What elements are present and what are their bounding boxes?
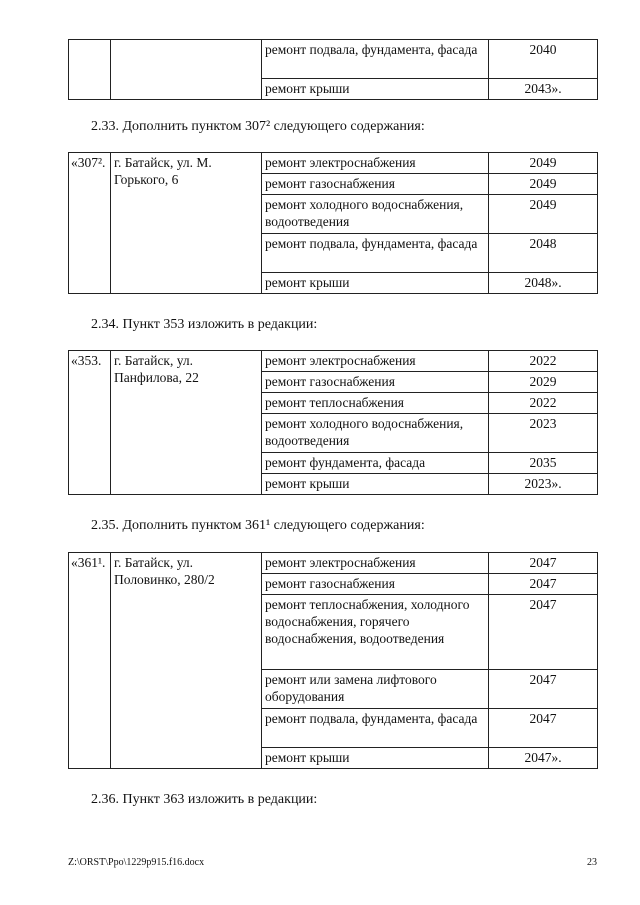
year-cell: 2047 xyxy=(489,574,598,595)
work-cell: ремонт подвала, фундамента, фасада xyxy=(262,40,489,79)
work-cell: ремонт крыши xyxy=(262,273,489,294)
year-cell: 2022 xyxy=(489,393,598,414)
work-cell: ремонт газоснабжения xyxy=(262,372,489,393)
address-cell: г. Батайск, ул. Половинко, 280/2 xyxy=(111,553,262,769)
year-cell: 2048 xyxy=(489,234,598,273)
table-row xyxy=(69,40,598,79)
table-continuation xyxy=(68,39,598,100)
paragraph-2-36: 2.36. Пункт 363 изложить в редакции: xyxy=(91,792,318,807)
work-cell: ремонт электроснабжения xyxy=(262,153,489,174)
year-cell: 2043». xyxy=(489,79,598,100)
year-cell: 2047 xyxy=(489,709,598,748)
footer-page-number: 23 xyxy=(587,857,597,868)
address-cell: г. Батайск, ул. Панфилова, 22 xyxy=(111,351,262,495)
work-cell: ремонт крыши xyxy=(262,79,489,100)
work-cell: ремонт подвала, фундамента, фасада xyxy=(262,234,489,273)
year-cell: 2022 xyxy=(489,351,598,372)
paragraph-2-35: 2.35. Дополнить пунктом 361¹ следующего содержания: xyxy=(91,518,425,533)
table-row xyxy=(69,153,598,174)
work-cell: ремонт фундамента, фасада xyxy=(262,453,489,474)
year-cell: 2047 xyxy=(489,595,598,670)
item-number-cell xyxy=(69,40,111,100)
item-number-cell: «361¹. xyxy=(69,553,111,769)
year-cell: 2029 xyxy=(489,372,598,393)
work-cell: ремонт крыши xyxy=(262,474,489,495)
paragraph-2-33: 2.33. Дополнить пунктом 307² следующего содержания: xyxy=(91,119,425,134)
item-number-cell: «353. xyxy=(69,351,111,495)
work-cell: ремонт газоснабжения xyxy=(262,574,489,595)
year-cell: 2048». xyxy=(489,273,598,294)
paragraph-2-34: 2.34. Пункт 353 изложить в редакции: xyxy=(91,317,318,332)
work-cell: ремонт крыши xyxy=(262,748,489,769)
work-cell: ремонт холодного водоснабжения, водоотведения xyxy=(262,195,489,234)
footer-file-path: Z:\ORST\Ppo\1229p915.f16.docx xyxy=(68,857,205,868)
work-cell: ремонт подвала, фундамента, фасада xyxy=(262,709,489,748)
work-cell: ремонт электроснабжения xyxy=(262,553,489,574)
address-cell: г. Батайск, ул. М. Горького, 6 xyxy=(111,153,262,294)
table-row xyxy=(69,553,598,574)
year-cell: 2047 xyxy=(489,553,598,574)
table-row xyxy=(69,351,598,372)
year-cell: 2047 xyxy=(489,670,598,709)
year-cell: 2049 xyxy=(489,153,598,174)
year-cell: 2023 xyxy=(489,414,598,453)
table-item-307-2 xyxy=(68,152,598,294)
work-cell: ремонт теплоснабжения xyxy=(262,393,489,414)
table-item-361-1 xyxy=(68,552,598,769)
work-cell: ремонт холодного водоснабжения, водоотведения xyxy=(262,414,489,453)
year-cell: 2049 xyxy=(489,174,598,195)
year-cell: 2049 xyxy=(489,195,598,234)
address-cell xyxy=(111,40,262,100)
work-cell: ремонт электроснабжения xyxy=(262,351,489,372)
table-item-353 xyxy=(68,350,598,495)
item-number-cell: «307². xyxy=(69,153,111,294)
year-cell: 2040 xyxy=(489,40,598,79)
work-cell: ремонт теплоснабжения, холодного водоснабжения, горячего водоснабжения, водоотведения xyxy=(262,595,489,670)
work-cell: ремонт газоснабжения xyxy=(262,174,489,195)
work-cell: ремонт или замена лифтового оборудования xyxy=(262,670,489,709)
year-cell: 2047». xyxy=(489,748,598,769)
year-cell: 2035 xyxy=(489,453,598,474)
year-cell: 2023». xyxy=(489,474,598,495)
